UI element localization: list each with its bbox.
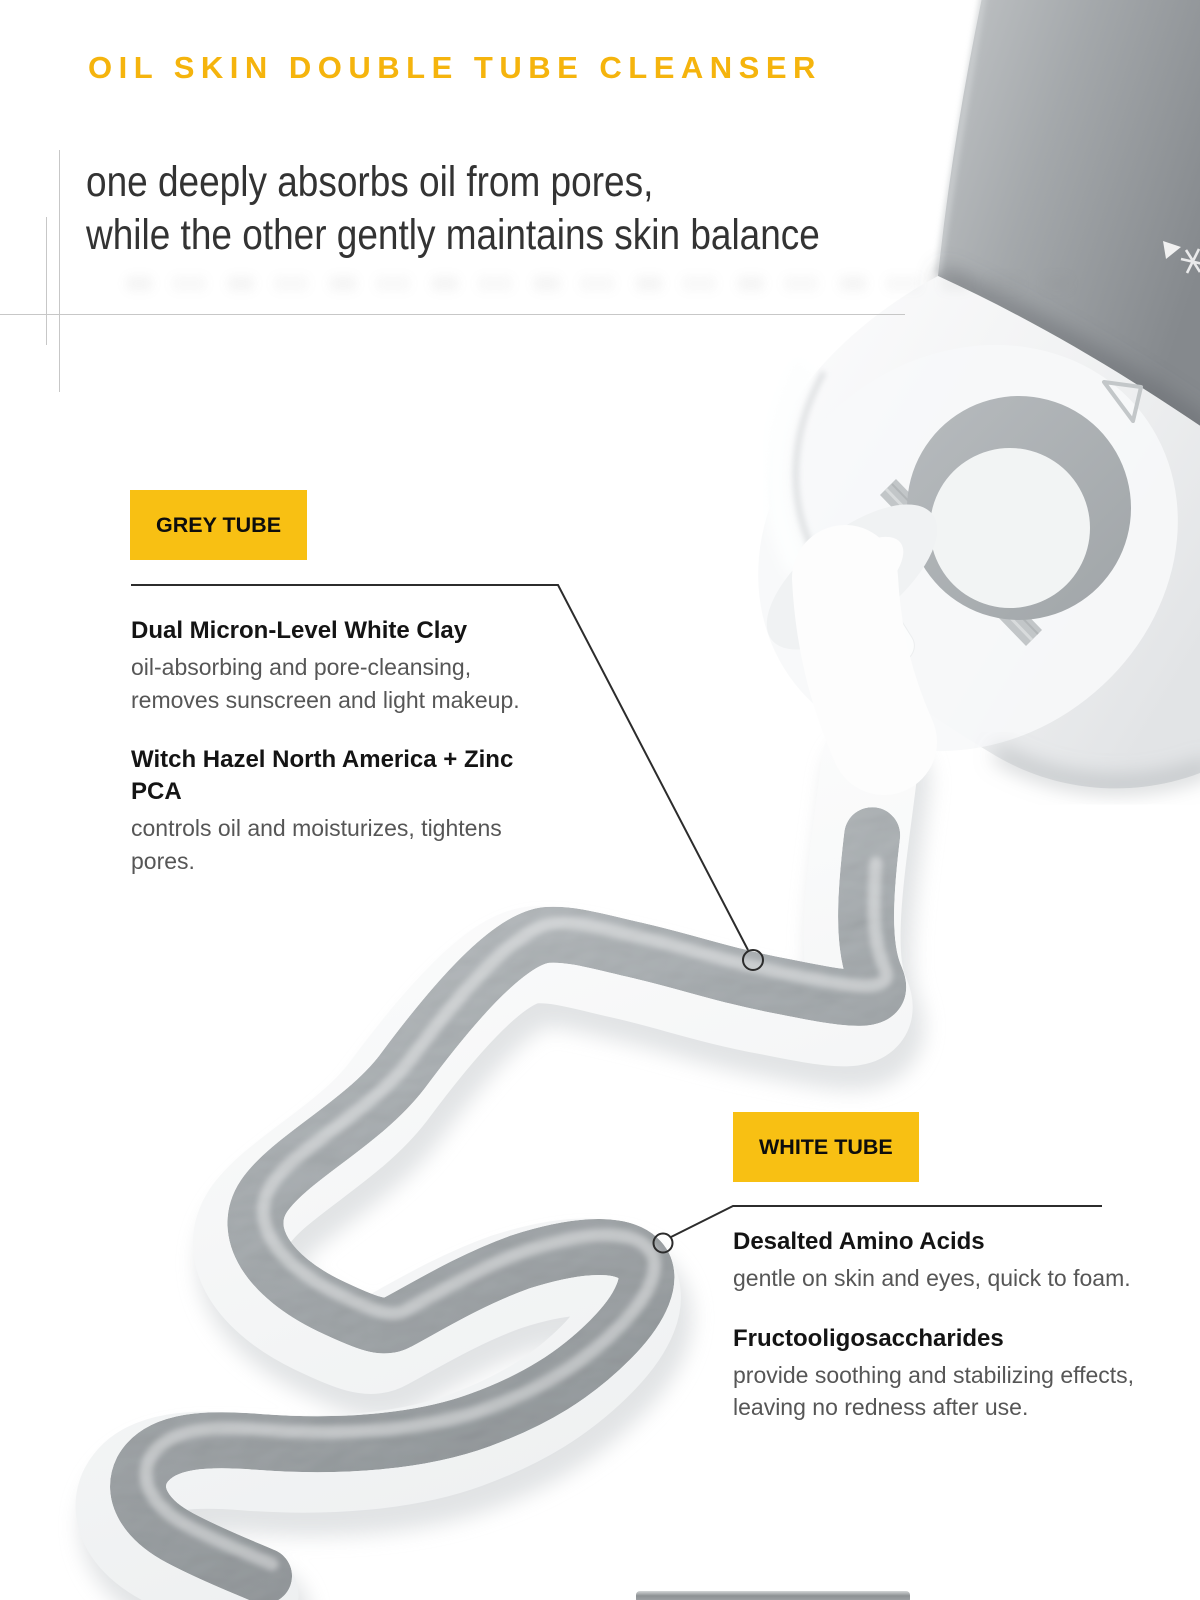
ingredient-description: oil-absorbing and pore-cleansing, removes sunscreen and light makeup.	[131, 654, 520, 713]
page-subtitle	[86, 156, 820, 262]
ingredient-description: provide soothing and stabilizing effects, leaving no redness after use.	[733, 1361, 1135, 1420]
cream-gush	[845, 578, 884, 742]
faded-caption-row	[126, 276, 1076, 291]
subtitle-line-1: one deeply absorbs oil from pores,	[86, 158, 654, 206]
ingredient-description: gentle on skin and eyes, quick to foam.	[733, 1265, 1131, 1291]
divider-vertical-short	[46, 217, 47, 345]
ingredient-name: Desalted Amino Acids	[733, 1228, 985, 1255]
ingredient-name: Dual Micron-Level White Clay	[131, 617, 468, 644]
grey-tube-badge-label: GREY TUBE	[156, 512, 282, 537]
white-tube-badge	[733, 1112, 919, 1182]
ingredient-name: Witch Hazel North America + Zinc PCA	[131, 746, 514, 805]
divider-vertical-long	[59, 150, 60, 392]
grey-tube-badge	[130, 490, 307, 560]
grey-tube-ingredients	[131, 615, 559, 905]
subtitle-line-2: while the other gently maintains skin balance	[86, 211, 820, 259]
white-tube-ingredients	[733, 1226, 1185, 1452]
white-tube-badge-label: WHITE TUBE	[759, 1134, 893, 1159]
page-title: OIL SKIN DOUBLE TUBE CLEANSER	[88, 50, 822, 85]
ingredient-description: controls oil and moisturizes, tightens pores.	[131, 815, 502, 874]
bottom-peek-bar	[636, 1591, 910, 1600]
divider-horizontal	[0, 314, 905, 315]
ingredient-name: Fructooligosaccharides	[733, 1324, 1004, 1352]
